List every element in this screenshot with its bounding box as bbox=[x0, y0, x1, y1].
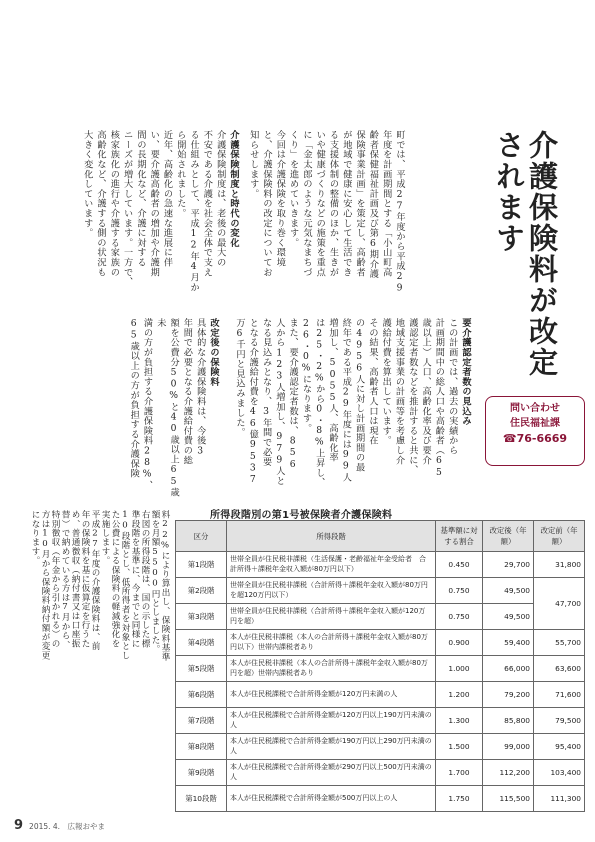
income-cell: 本人が住民税課税で合計所得金額が500万円以上の人 bbox=[227, 786, 436, 812]
col-header-new: 改定後（年額） bbox=[483, 521, 534, 552]
text-line: 準段階を基準に、今までと同様に bbox=[130, 510, 140, 648]
col-header-rate: 基準額に対する割合 bbox=[436, 521, 483, 552]
old-amount-cell: 71,600 bbox=[534, 682, 585, 708]
income-cell: 本人が住民税非課税（本人の合計所得＋課税年金収入額が80万円以下）世帯内課税者あり bbox=[227, 630, 436, 656]
text-line: ニーズが増大しています。一方で、 bbox=[121, 130, 133, 287]
text-line: くり」を進めていきます。 bbox=[287, 130, 299, 248]
new-amount-cell: 85,800 bbox=[483, 708, 534, 734]
table-row bbox=[176, 734, 585, 760]
text-line: 26・0%になります。 bbox=[300, 318, 312, 433]
text-line: 高齢化など、介護する側の状況も bbox=[95, 130, 107, 277]
text-line: 料22%により算出し、保険料基準 bbox=[160, 510, 170, 662]
new-amount-cell: 49,500 bbox=[483, 604, 534, 630]
text-line: 万6千円と見込みました。 bbox=[233, 318, 245, 438]
section3-text bbox=[130, 318, 220, 504]
old-amount-cell: 111,300 bbox=[534, 786, 585, 812]
rate-cell: 1.300 bbox=[436, 708, 483, 734]
stage-cell: 第10段階 bbox=[176, 786, 227, 812]
text-line: 特別徴収（年金から引かれる）の bbox=[50, 510, 60, 648]
section3-heading: 改定後の保険料 bbox=[208, 318, 219, 387]
stage-cell: 第2段階 bbox=[176, 578, 227, 604]
intro-text bbox=[240, 130, 406, 316]
section2-heading: 要介護認定者数の見込み bbox=[460, 318, 471, 426]
rate-cell: 0.450 bbox=[436, 552, 483, 578]
text-line: 額を公費分50%と40歳以上65歳未 bbox=[154, 318, 180, 498]
text-line: い、要介護高齢者の増加や介護期 bbox=[148, 130, 160, 277]
new-amount-cell: 66,000 bbox=[483, 656, 534, 682]
text-line: 右図の所得段階は、国の示した標 bbox=[140, 510, 150, 648]
income-cell: 本人が住民税課税で合計所得金額が190万円以上290万円未満の人 bbox=[227, 734, 436, 760]
text-line: この計画では、過去の実績から bbox=[446, 318, 458, 456]
text-line: 間の長期化など、介護に対する bbox=[134, 130, 146, 268]
col-header-old: 改定前（年額） bbox=[534, 521, 585, 552]
text-line: ら開始されました。 bbox=[174, 130, 186, 219]
text-line: 満の方が負担する介護保険料28%、 bbox=[141, 318, 153, 490]
text-line: 方は10月から保険料納付額が変更 bbox=[40, 510, 50, 660]
text-line: 保険事業計画」を策定し、高齢者 bbox=[354, 130, 366, 277]
table-row bbox=[176, 708, 585, 734]
text-line: 歳以上）人口、高齢化率及び要介 bbox=[420, 318, 432, 465]
new-amount-cell: 79,200 bbox=[483, 682, 534, 708]
table-row bbox=[176, 786, 585, 812]
new-amount-cell: 112,200 bbox=[483, 760, 534, 786]
text-line: る仕組みとして、平成12年4月か bbox=[188, 130, 200, 293]
text-line: 知らせします。 bbox=[247, 130, 259, 199]
text-line: 額を月額5500円としました。 bbox=[150, 510, 160, 654]
text-line: 具体的な介護保険料は、今後3 bbox=[194, 318, 206, 457]
old-amount-cell: 55,700 bbox=[534, 630, 585, 656]
text-line: 近年、高齢化の急速な進展に伴 bbox=[161, 130, 173, 268]
text-line: め、普通徴収（納付書又は口座振 bbox=[70, 510, 80, 648]
income-cell: 世帯全員が住民税非課税（合計所得＋課税年金収入額が120万円を超） bbox=[227, 604, 436, 630]
text-line: いや健康づくりなどの施策を重点 bbox=[314, 130, 326, 277]
rate-cell: 1.000 bbox=[436, 656, 483, 682]
premium-table bbox=[175, 520, 585, 812]
income-cell: 本人が住民税課税で合計所得金額が290万円以上500万円未満の人 bbox=[227, 760, 436, 786]
text-line: 平成27年度の介護保険料は、前 bbox=[90, 510, 100, 651]
text-line: となる介護給付費を46億9537 bbox=[247, 318, 259, 486]
income-cell: 本人が住民税非課税（本人の合計所得＋課税年金収入額が80万円を超）世帯内課税者あり bbox=[227, 656, 436, 682]
rate-cell: 1.500 bbox=[436, 734, 483, 760]
rate-cell: 1.750 bbox=[436, 786, 483, 812]
text-line: 増加し、5055人、高齢化率 bbox=[327, 318, 339, 463]
text-line: 10段階とし、低所得者を対象とし bbox=[120, 510, 130, 660]
table-title: 所得段階別の第1号被保険者介護保険料 bbox=[210, 510, 393, 521]
section2-text bbox=[232, 318, 472, 504]
text-line: また、要介護認定者数は、856 bbox=[287, 318, 299, 471]
text-line: が地域で健康に安心して生活でき bbox=[340, 130, 352, 277]
text-line: 年間で必要となる介護給付費の総 bbox=[181, 318, 193, 465]
page-title bbox=[488, 130, 558, 380]
text-line: は25・2%から0・8%上昇し、 bbox=[313, 318, 325, 488]
new-amount-cell: 99,000 bbox=[483, 734, 534, 760]
contact-box bbox=[485, 396, 585, 466]
stage-cell: 第9段階 bbox=[176, 760, 227, 786]
old-amount-cell: 95,400 bbox=[534, 734, 585, 760]
text-line: 計画期間中の総人口や高齢者（65 bbox=[433, 318, 445, 479]
income-cell: 世帯全員が住民税非課税（合計所得＋課税年金収入額が80万円を超120万円以下） bbox=[227, 578, 436, 604]
new-amount-cell: 49,500 bbox=[483, 578, 534, 604]
table-row bbox=[176, 760, 585, 786]
stage-cell: 第1段階 bbox=[176, 552, 227, 578]
text-line: る支援体制の整備のほか、生きが bbox=[327, 130, 339, 277]
rate-cell: 1.700 bbox=[436, 760, 483, 786]
text-line: 核家族化の進行や介護する家族の bbox=[108, 130, 120, 277]
old-amount-cell: 63,600 bbox=[534, 656, 585, 682]
text-line: 今回は介護保険を取り巻く環境 bbox=[274, 130, 286, 268]
text-line: 護認定者数などを推計すると共に、 bbox=[406, 318, 418, 475]
table-header-row bbox=[176, 521, 585, 552]
stage-cell: 第6段階 bbox=[176, 682, 227, 708]
old-amount-cell: 47,700 bbox=[534, 578, 585, 630]
text-line: 不安である介護を社会全体で支え bbox=[201, 130, 213, 277]
new-amount-cell: 115,500 bbox=[483, 786, 534, 812]
contact-label: 問い合わせ bbox=[510, 403, 560, 414]
income-cell: 本人が住民税課税で合計所得金額が120万円以上190万円未満の人 bbox=[227, 708, 436, 734]
stage-cell: 第4段階 bbox=[176, 630, 227, 656]
lower-text bbox=[30, 510, 170, 806]
text-line: の4956人に対し計画期間の最 bbox=[353, 318, 365, 473]
title-line-2: 改定されます bbox=[492, 130, 559, 378]
text-line: 町では、平成27年度から平成29 bbox=[394, 130, 405, 294]
text-line: になります。 bbox=[30, 510, 40, 566]
col-header-income: 所得段階 bbox=[227, 521, 436, 552]
table-row bbox=[176, 682, 585, 708]
rate-cell: 0.900 bbox=[436, 630, 483, 656]
issue-label: 2015. 4. 広報おやま bbox=[29, 822, 106, 831]
table-row bbox=[176, 656, 585, 682]
title-line-1: 介護保険料が bbox=[525, 130, 559, 316]
rate-cell: 1.200 bbox=[436, 682, 483, 708]
text-line: た公費による保険料の軽減強化を bbox=[110, 510, 120, 648]
contact-dept: 住民福祉課 bbox=[510, 418, 560, 429]
rate-cell: 0.750 bbox=[436, 578, 483, 604]
text-line: 人から123人増加し、979人と bbox=[273, 318, 285, 486]
table-row bbox=[176, 578, 585, 604]
text-line: 齢者保健福祉計画及び第6期介護 bbox=[367, 130, 379, 279]
new-amount-cell: 59,400 bbox=[483, 630, 534, 656]
section1-heading: 介護保険制度と時代の変化 bbox=[228, 130, 239, 248]
page-footer bbox=[14, 818, 105, 833]
text-line: なる見込みとなり、3年間で必要 bbox=[260, 318, 272, 467]
text-line: その結果、高齢者人口は現在 bbox=[366, 318, 378, 446]
col-header-category: 区分 bbox=[176, 521, 227, 552]
table-row bbox=[176, 604, 585, 630]
text-line: 介護保険制度は、老後の最大の bbox=[214, 130, 226, 268]
text-line: 年の保険料を基に仮算定を行うた bbox=[80, 510, 90, 648]
old-amount-cell: 79,500 bbox=[534, 708, 585, 734]
text-line: 地域支援事業の計画等を考慮し介 bbox=[393, 318, 405, 465]
old-amount-cell: 103,400 bbox=[534, 760, 585, 786]
stage-cell: 第3段階 bbox=[176, 604, 227, 630]
stage-cell: 第8段階 bbox=[176, 734, 227, 760]
new-amount-cell: 29,700 bbox=[483, 552, 534, 578]
stage-cell: 第5段階 bbox=[176, 656, 227, 682]
text-line: 実施します。 bbox=[100, 510, 110, 566]
text-line: に「金太郎のような元気なまちづ bbox=[300, 130, 312, 277]
income-cell: 本人が住民税課税で合計所得金額が120万円未満の人 bbox=[227, 682, 436, 708]
old-amount-cell: 31,800 bbox=[534, 552, 585, 578]
table-row bbox=[176, 552, 585, 578]
income-cell: 世帯全員が住民税非課税（生活保護・老齢福祉年金受給者 合計所得＋課税年金収入額が80万円以下） bbox=[227, 552, 436, 578]
text-line: 終年である平成29年度には99人 bbox=[340, 318, 352, 482]
text-line: 大きく変化しています。 bbox=[81, 130, 93, 238]
text-line: 替）で納めている方は7月から、 bbox=[60, 510, 70, 650]
contact-phone: ☎76-6669 bbox=[502, 432, 568, 445]
rate-cell: 0.750 bbox=[436, 604, 483, 630]
table-row bbox=[176, 630, 585, 656]
text-line: と、介護保険料の改定についてお bbox=[261, 130, 273, 277]
page-number: 9 bbox=[14, 818, 24, 833]
text-line: 護給付費を算出しています。 bbox=[380, 318, 392, 446]
text-line: 年度を計画期間とする「小山町高 bbox=[380, 130, 392, 277]
text-line: 65歳以上の方が負担する介護保険 bbox=[128, 318, 140, 479]
stage-cell: 第7段階 bbox=[176, 708, 227, 734]
section1-text bbox=[50, 130, 240, 316]
